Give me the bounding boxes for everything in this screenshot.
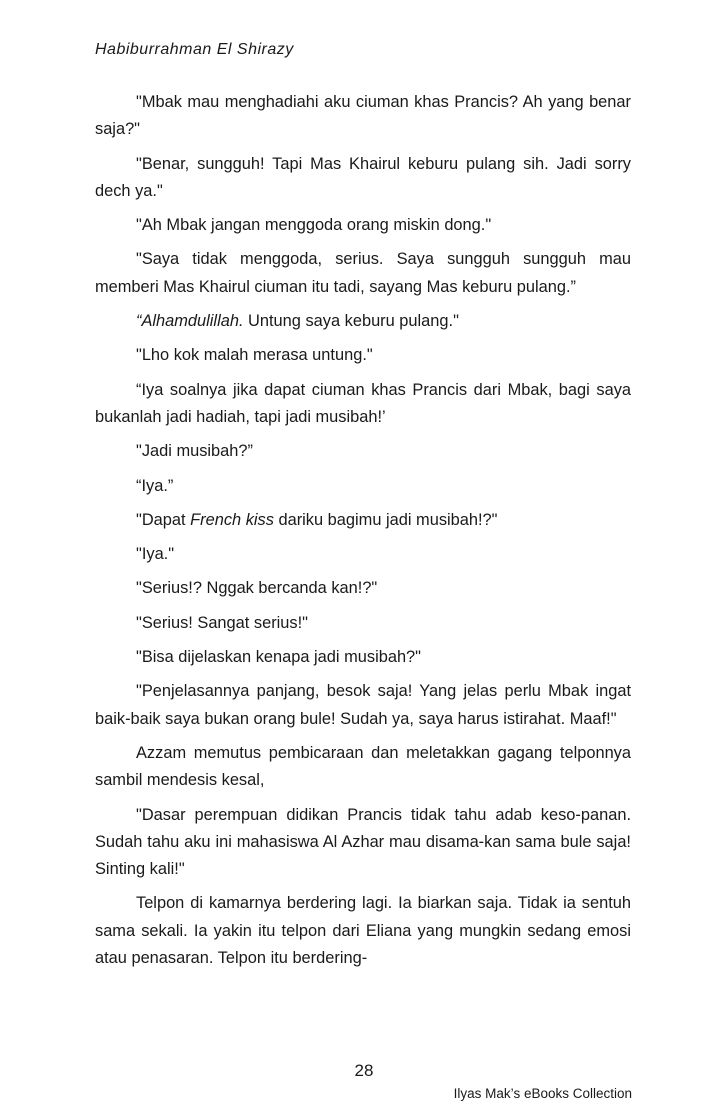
paragraph-5-rest: Untung saya keburu pulang." <box>243 312 459 331</box>
running-header-author: Habiburrahman El Shirazy <box>95 41 294 58</box>
paragraph-2: "Benar, sungguh! Tapi Mas Khairul keburu pulang sih. Jadi sorry dech ya." <box>95 154 631 200</box>
paragraph-12: "Serius!? Nggak bercanda kan!?" <box>136 579 378 598</box>
paragraph-16: Azzam memutus pembicaraan dan meletakkan gagang telponnya sambil mendesis kesal, <box>95 743 631 790</box>
paragraph-10-pre: "Dapat <box>136 510 191 529</box>
page-number: 28 <box>354 1061 374 1080</box>
paragraph-14: "Bisa dijelaskan kenapa jadi musibah?" <box>136 648 421 667</box>
page-body <box>95 89 631 972</box>
italic-alhamdulillah: “Alhamdulillah. <box>136 312 244 331</box>
italic-french-kiss: French kiss <box>190 510 274 529</box>
paragraph-11: "Iya." <box>136 545 175 564</box>
paragraph-13: "Serius! Sangat serius!" <box>136 613 308 632</box>
paragraph-18: Telpon di kamarnya berdering lagi. Ia biarkan saja. Tidak ia sentuh sama sekali. Ia yakin itu telpon dari Eliana yang mungkin sedang emosi atau penasaran. Telpon itu berdering- <box>95 894 631 968</box>
paragraph-4: "Saya tidak menggoda, serius. Saya sungguh sungguh mau memberi Mas Khairul ciuman itu tadi, sayang Mas keburu pulang.” <box>95 250 631 296</box>
paragraph-1: "Mbak mau menghadiahi aku ciuman khas Prancis? Ah yang benar saja?" <box>95 93 631 139</box>
paragraph-3: "Ah Mbak jangan menggoda orang miskin dong." <box>136 216 492 235</box>
paragraph-7: “Iya soalnya jika dapat ciuman khas Prancis dari Mbak, bagi saya bukanlah jadi hadiah, tapi jadi musibah!’ <box>95 380 631 426</box>
footer-credit: Ilyas Mak’s eBooks Collection <box>453 1086 632 1101</box>
paragraph-15: "Penjelasannya panjang, besok saja! Yang jelas perlu Mbak ingat baik-baik saya bukan orang bule! Sudah ya, saya harus istirahat. Maaf!" <box>95 682 631 728</box>
paragraph-5 <box>95 308 631 335</box>
paragraph-10 <box>95 507 631 534</box>
paragraph-9: “Iya.” <box>136 476 174 495</box>
paragraph-6: "Lho kok malah merasa untung." <box>136 346 373 365</box>
paragraph-8: "Jadi musibah?” <box>136 442 253 461</box>
paragraph-17: "Dasar perempuan didikan Prancis tidak tahu adab keso-panan. Sudah tahu aku ini mahasiswa Al Azhar mau disama-kan sama bule saja! Sinting kali!" <box>95 805 631 879</box>
paragraph-10-post: dariku bagimu jadi musibah!?" <box>273 510 498 529</box>
